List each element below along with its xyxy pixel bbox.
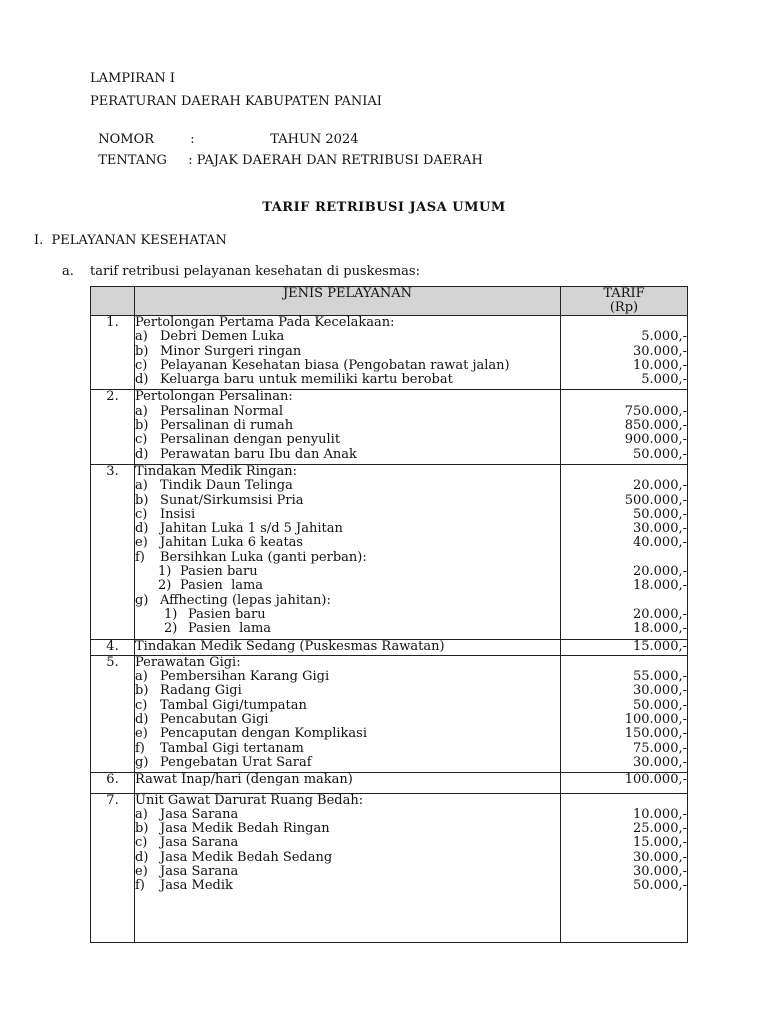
nomor-colon: : <box>190 132 195 147</box>
service-item <box>135 405 560 419</box>
tariff-cell <box>561 793 688 942</box>
item-text: Pasien baru <box>180 565 258 580</box>
service-item <box>135 359 560 373</box>
item-text: Rawat Inap/hari (dengan makan) <box>135 773 353 788</box>
service-item <box>135 508 560 522</box>
item-tariff: 18.000,- <box>632 622 687 637</box>
item-text: Pasien lama <box>180 579 264 594</box>
item-text: Jahitan Luka 1 s/d 5 Jahitan <box>160 522 343 537</box>
item-letter: c) <box>135 507 148 522</box>
item-text: Perawatan baru Ibu dan Anak <box>160 447 357 462</box>
row-number-cell <box>91 639 135 655</box>
service-cell <box>135 655 561 772</box>
tariff-cell <box>561 464 688 639</box>
service-item <box>135 713 560 727</box>
item-text: Jasa Sarana <box>160 864 239 879</box>
service-cell <box>135 773 561 793</box>
tentang-value: : PAJAK DAERAH DAN RETRIBUSI DAERAH <box>188 153 483 168</box>
row-number: 3. <box>106 463 119 479</box>
subsection-heading <box>62 264 420 279</box>
row-number: 5. <box>106 654 119 670</box>
item-letter: a) <box>135 330 148 345</box>
item-text: Persalinan di rumah <box>160 419 294 434</box>
service-item <box>135 479 560 493</box>
service-item <box>135 851 560 865</box>
item-tariff: 5.000,- <box>641 330 687 345</box>
service-cell <box>135 464 561 639</box>
table-header-row <box>91 287 688 316</box>
item-tariff <box>561 551 687 565</box>
item-letter: 1) <box>164 607 178 622</box>
item-tariff: 15.000,- <box>632 639 687 654</box>
item-letter: d) <box>135 713 149 728</box>
tariff-cell <box>561 655 688 772</box>
header-tentang <box>90 137 483 169</box>
item-text: Persalinan Normal <box>160 404 284 419</box>
item-letter: e) <box>135 727 148 742</box>
item-letter: d) <box>135 373 149 388</box>
item-tariff: 10.000,- <box>632 807 687 822</box>
item-letter: f) <box>135 550 145 565</box>
header-tariff-label <box>561 287 687 315</box>
row-number-cell <box>91 390 135 464</box>
item-tariff: 20.000,- <box>632 479 687 494</box>
table-row <box>91 773 688 793</box>
item-tariff <box>561 794 687 808</box>
tariff-table <box>90 286 688 943</box>
row-number-cell <box>91 464 135 639</box>
service-item <box>135 330 560 344</box>
service-item <box>135 684 560 698</box>
service-item <box>135 419 560 433</box>
item-letter: 1) <box>158 565 172 580</box>
tariff-cell <box>561 390 688 464</box>
item-text: Minor Surgeri ringan <box>160 344 302 359</box>
item-text: Jasa Medik Bedah Ringan <box>160 822 330 837</box>
item-letter: b) <box>135 344 149 359</box>
item-tariff: 30.000,- <box>632 755 687 770</box>
item-tariff: 150.000,- <box>624 727 687 742</box>
item-letter: g) <box>135 593 149 608</box>
item-letter: a) <box>135 404 148 419</box>
item-tariff <box>561 656 687 670</box>
item-letter: b) <box>135 419 149 434</box>
item-text: Perawatan Gigi: <box>135 655 241 670</box>
table-row <box>91 390 688 464</box>
service-item <box>135 699 560 713</box>
row-number-cell <box>91 655 135 772</box>
item-text: Insisi <box>160 507 196 522</box>
item-text: Bersihkan Luka (ganti perban): <box>160 550 367 565</box>
item-letter: c) <box>135 358 148 373</box>
table-row <box>91 793 688 942</box>
header-tariff-line2: (Rp) <box>609 300 639 315</box>
item-tariff: 55.000,- <box>632 670 687 685</box>
row-number-cell <box>91 793 135 942</box>
service-item <box>135 345 560 359</box>
item-tariff: 40.000,- <box>632 536 687 551</box>
item-tariff: 50.000,- <box>632 879 687 894</box>
service-item <box>135 316 560 330</box>
service-item <box>135 390 560 404</box>
header-service-cell <box>135 287 561 316</box>
row-number: 2. <box>106 389 119 405</box>
service-cell <box>135 390 561 464</box>
item-text: Radang Gigi <box>160 684 242 699</box>
service-item <box>135 433 560 447</box>
service-item <box>135 494 560 508</box>
item-text: Jasa Medik Bedah Sedang <box>160 850 333 865</box>
item-letter: a) <box>135 670 148 685</box>
item-text: Debri Demen Luka <box>160 330 285 345</box>
item-tariff: 900.000,- <box>624 433 687 448</box>
service-item <box>135 448 560 462</box>
item-tariff: 50.000,- <box>632 698 687 713</box>
item-text: Unit Gawat Darurat Ruang Bedah: <box>135 793 364 808</box>
item-tariff: 5.000,- <box>641 373 687 388</box>
item-tariff: 20.000,- <box>632 565 687 580</box>
item-text: Pencaputan dengan Komplikasi <box>160 727 368 742</box>
service-item <box>135 551 560 565</box>
service-item <box>135 808 560 822</box>
service-item <box>135 522 560 536</box>
service-cell <box>135 793 561 942</box>
section-heading: I. PELAYANAN KESEHATAN <box>34 233 227 248</box>
header-peraturan: PERATURAN DAERAH KABUPATEN PANIAI <box>90 94 382 109</box>
subsection-label: a. <box>62 264 74 279</box>
item-tariff: 30.000,- <box>632 850 687 865</box>
table-row <box>91 464 688 639</box>
tentang-label: TENTANG <box>98 153 167 168</box>
item-letter: e) <box>135 536 148 551</box>
row-number-cell <box>91 316 135 390</box>
item-text: Keluarga baru untuk memiliki kartu berobat <box>160 373 453 388</box>
item-tariff: 25.000,- <box>632 822 687 837</box>
item-text: Pelayanan Kesehatan biasa (Pengobatan rawat jalan) <box>160 358 510 373</box>
table-row <box>91 316 688 390</box>
table-row <box>91 655 688 772</box>
item-text: Sunat/Sirkumsisi Pria <box>160 493 304 508</box>
service-item <box>135 773 560 787</box>
item-text: Jasa Sarana <box>160 836 239 851</box>
item-tariff: 100.000,- <box>624 773 687 788</box>
service-item <box>135 822 560 836</box>
item-tariff: 15.000,- <box>632 836 687 851</box>
item-letter: d) <box>135 850 149 865</box>
item-letter: b) <box>135 684 149 699</box>
item-letter: a) <box>135 479 148 494</box>
service-item <box>135 640 560 654</box>
service-item <box>135 742 560 756</box>
item-tariff: 75.000,- <box>632 741 687 756</box>
item-letter: f) <box>135 741 145 756</box>
item-letter: c) <box>135 836 148 851</box>
item-tariff <box>561 316 687 330</box>
service-item <box>135 622 560 636</box>
item-tariff: 500.000,- <box>624 493 687 508</box>
tariff-cell <box>561 639 688 655</box>
item-text: Jasa Medik <box>160 879 233 894</box>
item-tariff: 850.000,- <box>624 419 687 434</box>
service-item <box>135 565 560 579</box>
tariff-cell <box>561 773 688 793</box>
item-letter: b) <box>135 822 149 837</box>
service-item <box>135 465 560 479</box>
item-tariff: 30.000,- <box>632 684 687 699</box>
item-text: Tambal Gigi/tumpatan <box>160 698 307 713</box>
service-item <box>135 579 560 593</box>
service-cell <box>135 316 561 390</box>
item-tariff: 50.000,- <box>632 447 687 462</box>
item-text: Pertolongan Persalinan: <box>135 390 293 405</box>
row-number: 1. <box>106 315 119 330</box>
header-no-cell <box>91 287 135 316</box>
item-text: Jahitan Luka 6 keatas <box>160 536 304 551</box>
item-tariff <box>561 465 687 479</box>
item-text: Pasien lama <box>188 622 272 637</box>
row-number: 6. <box>106 772 119 788</box>
item-letter: b) <box>135 493 149 508</box>
header-tariff-cell <box>561 287 688 316</box>
table-row <box>91 639 688 655</box>
item-text: Tindakan Medik Sedang (Puskesmas Rawatan) <box>135 639 445 654</box>
subsection-text: tarif retribusi pelayanan kesehatan di puskesmas: <box>90 264 420 279</box>
item-text: Pengebatan Urat Saraf <box>160 755 312 770</box>
item-text: Affhecting (lepas jahitan): <box>160 593 331 608</box>
document-title: TARIF RETRIBUSI JASA UMUM <box>262 200 506 215</box>
item-letter: 2) <box>158 579 172 594</box>
service-item <box>135 373 560 387</box>
item-letter: g) <box>135 755 149 770</box>
item-tariff: 20.000,- <box>632 607 687 622</box>
item-text: Tambal Gigi tertanam <box>160 741 304 756</box>
item-text: Pencabutan Gigi <box>160 713 269 728</box>
item-tariff: 750.000,- <box>624 404 687 419</box>
item-tariff <box>561 594 687 608</box>
service-cell <box>135 639 561 655</box>
item-tariff: 100.000,- <box>624 713 687 728</box>
service-item <box>135 670 560 684</box>
service-item <box>135 879 560 893</box>
tariff-cell <box>561 316 688 390</box>
service-item <box>135 794 560 808</box>
nomor-year: TAHUN 2024 <box>270 132 359 147</box>
item-tariff: 10.000,- <box>632 358 687 373</box>
item-text: Pembersihan Karang Gigi <box>160 670 330 685</box>
service-item <box>135 756 560 770</box>
item-text: Persalinan dengan penyulit <box>160 433 341 448</box>
item-tariff: 30.000,- <box>632 344 687 359</box>
service-item <box>135 656 560 670</box>
item-letter: c) <box>135 698 148 713</box>
item-text: Tindakan Medik Ringan: <box>135 464 298 479</box>
service-item <box>135 536 560 550</box>
item-tariff: 30.000,- <box>632 522 687 537</box>
item-letter: a) <box>135 807 148 822</box>
item-text: Pertolongan Pertama Pada Kecelakaan: <box>135 316 395 330</box>
item-tariff: 50.000,- <box>632 507 687 522</box>
row-number: 4. <box>106 638 119 654</box>
item-text: Jasa Sarana <box>160 807 239 822</box>
service-item <box>135 865 560 879</box>
item-text: Pasien baru <box>188 607 266 622</box>
service-item <box>135 836 560 850</box>
item-tariff: 18.000,- <box>632 579 687 594</box>
header-tariff-line1: TARIF <box>603 286 645 301</box>
row-number: 7. <box>106 792 119 808</box>
item-letter: 2) <box>164 622 178 637</box>
header-service-label: JENIS PELAYANAN <box>282 286 413 301</box>
nomor-label: NOMOR <box>98 132 155 147</box>
item-letter: f) <box>135 879 145 894</box>
service-item <box>135 608 560 622</box>
service-item <box>135 727 560 741</box>
service-item <box>135 594 560 608</box>
item-letter: e) <box>135 864 148 879</box>
item-tariff <box>561 390 687 404</box>
item-letter: d) <box>135 447 149 462</box>
item-letter: d) <box>135 522 149 537</box>
header-lampiran: LAMPIRAN I <box>90 71 176 86</box>
row-number-cell <box>91 773 135 793</box>
item-text: Tindik Daun Telinga <box>160 479 293 494</box>
item-tariff: 30.000,- <box>632 864 687 879</box>
item-letter: c) <box>135 433 148 448</box>
